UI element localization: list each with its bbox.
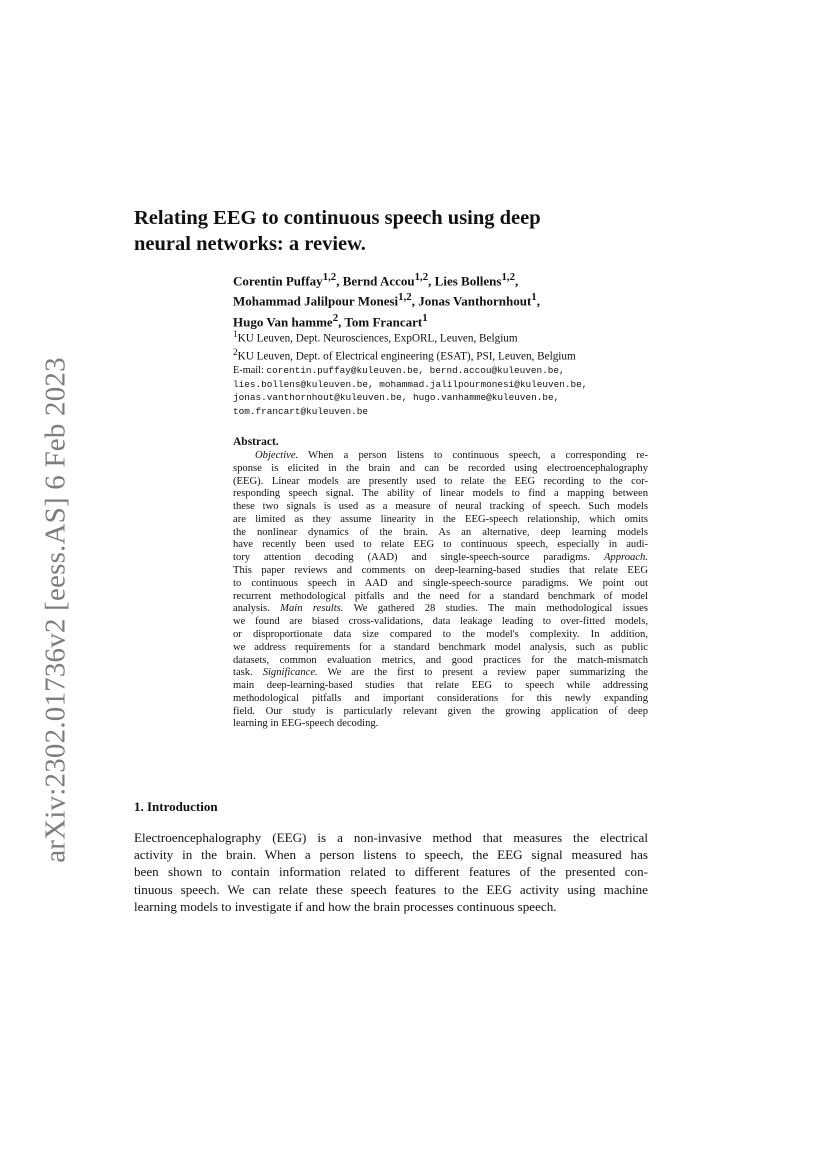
- title-line: Relating EEG to continuous speech using deep: [134, 207, 541, 229]
- abstract-label-main-results: Main results.: [280, 603, 344, 615]
- abstract-line: methodological pitfalls and important considerations for this newly expanding: [233, 692, 648, 704]
- body-line: been shown to contain information related to different features of the presented con-: [134, 864, 648, 880]
- affiliation-mark: 2: [233, 348, 238, 359]
- affiliations: [233, 328, 653, 364]
- abstract-heading: Abstract.: [233, 436, 279, 448]
- abstract-line: to continuous speech in AAD and single-speech-source paradigms. We point out: [233, 577, 648, 589]
- abstract-text: We gathered 28 studies. The main methodological issues: [343, 603, 648, 615]
- email-label: E-mail:: [233, 365, 267, 376]
- abstract-line: responding speech signal. The ability of linear models to find a mapping between: [233, 488, 648, 500]
- abstract-text: We are the first to present a review paper summarizing the: [317, 667, 648, 679]
- author-name: Corentin Puffay: [233, 273, 323, 289]
- abstract-line: main deep-learning-based studies that relate EEG to speech while addressing: [233, 680, 648, 692]
- abstract-text: task.: [233, 667, 263, 679]
- affiliation-mark: 1: [233, 330, 238, 340]
- author-separator: ,: [515, 273, 519, 289]
- abstract-line: This paper reviews and comments on deep-learning-based studies that relate EEG: [233, 565, 648, 577]
- author-list: [233, 269, 653, 330]
- email-line: jonas.vanthornhout@kuleuven.be, hugo.vanhamme@kuleuven.be,: [233, 392, 560, 403]
- abstract-line: (EEG). Linear models are presently used to relate the EEG recording to the cor-: [233, 475, 648, 487]
- author-name: , Tom Francart: [338, 313, 423, 329]
- author-line: [233, 310, 653, 330]
- abstract-line: datasets, common evaluation metrics, and good practices for the match-mismatch: [233, 654, 648, 666]
- body-line: activity in the brain. When a person listens to speech, the EEG signal measured has: [134, 847, 648, 863]
- email-line: lies.bollens@kuleuven.be, mohammad.jalilpourmonesi@kuleuven.be,: [233, 378, 588, 390]
- abstract-line: learning in EEG-speech decoding.: [233, 718, 379, 730]
- affiliation-mark: 1,2: [501, 271, 516, 283]
- abstract-line: sponse is elicited in the brain and can be recorded using electroencephalography: [233, 462, 648, 474]
- introduction-body: [134, 829, 648, 915]
- abstract-line: field. Our study is particularly relevant given the growing application of deep: [233, 705, 648, 717]
- abstract-line: have recently been used to relate EEG to continuous speech, especially in audi-: [233, 539, 648, 551]
- abstract-line: we found are biased cross-validations, data leakage leading to over-fitted models,: [233, 616, 648, 628]
- affiliation-mark: 2: [332, 311, 339, 324]
- abstract-text: analysis.: [233, 603, 281, 615]
- author-name: , Bernd Accou: [336, 273, 415, 289]
- section-heading-introduction: 1. Introduction: [134, 799, 218, 814]
- affiliation-mark: 1,2: [414, 271, 429, 283]
- abstract-label-significance: Significance.: [262, 667, 318, 679]
- abstract-line: these two signals is used as a measure of neural tracking of speech. Such models: [233, 501, 648, 513]
- author-name: Mohammad Jalilpour Monesi: [233, 293, 399, 309]
- author-name: , Jonas Vanthornhout: [411, 293, 532, 309]
- affiliation-mark: 1,2: [398, 291, 412, 304]
- affiliation-mark: 1: [531, 291, 537, 304]
- abstract-line: [233, 667, 648, 680]
- abstract-line: [233, 603, 648, 616]
- affiliation-mark: 1: [422, 311, 428, 324]
- affiliation-text: KU Leuven, Dept. Neurosciences, ExpORL, Leuven, Belgium: [237, 332, 518, 345]
- affiliation: [233, 328, 653, 346]
- abstract-label-approach: Approach.: [603, 552, 648, 564]
- abstract-line: [233, 450, 648, 463]
- email-addresses: corentin.puffay@kuleuven.be, bernd.accou@kuleuven.be,: [266, 365, 565, 376]
- body-line: learning models to investigate if and how the brain processes continuous speech.: [134, 898, 557, 914]
- affiliation-mark: 1,2: [322, 271, 337, 283]
- body-line: Electroencephalography (EEG) is a non-invasive method that measures the electrical: [134, 830, 648, 845]
- author-name: Hugo Van hamme: [233, 313, 333, 329]
- abstract-label-objective: Objective.: [255, 450, 299, 461]
- abstract-line: are limited as they assume linearity in the EEG-speech relationship, which omits: [233, 513, 648, 525]
- body-line: tinuous speech. We can relate these speech features to the EEG activity using machine: [134, 881, 648, 897]
- affiliation-text: KU Leuven, Dept. of Electrical engineering (ESAT), PSI, Leuven, Belgium: [237, 350, 576, 363]
- email-line: tom.francart@kuleuven.be: [233, 405, 369, 417]
- author-separator: ,: [536, 293, 540, 309]
- email-line: [233, 364, 653, 378]
- abstract-text: tory attention decoding (AAD) and single-speech-source paradigms.: [233, 552, 604, 564]
- affiliation: [233, 346, 653, 364]
- abstract-body: [233, 450, 648, 731]
- author-line: [233, 269, 653, 289]
- abstract-line: recurrent methodological pitfalls and the need for a standard benchmark of model: [233, 590, 648, 602]
- paper-title: [134, 205, 654, 257]
- abstract-line: or disproportionate data size compared to the model's complexity. In addition,: [233, 628, 648, 640]
- abstract-line: [233, 552, 648, 565]
- abstract-line: we address requirements for a standard benchmark model analysis, such as public: [233, 641, 648, 653]
- title-line: neural networks: a review.: [134, 233, 366, 255]
- email-block: [233, 364, 653, 418]
- author-name: , Lies Bollens: [428, 273, 502, 289]
- abstract-text: When a person listens to continuous speech, a corresponding re-: [298, 450, 648, 461]
- author-line: [233, 289, 653, 309]
- abstract-line: the nonlinear dynamics of the brain. As an alternative, deep learning models: [233, 526, 648, 538]
- arxiv-identifier-stamp: arXiv:2302.01736v2 [eess.AS] 6 Feb 2023: [39, 357, 72, 863]
